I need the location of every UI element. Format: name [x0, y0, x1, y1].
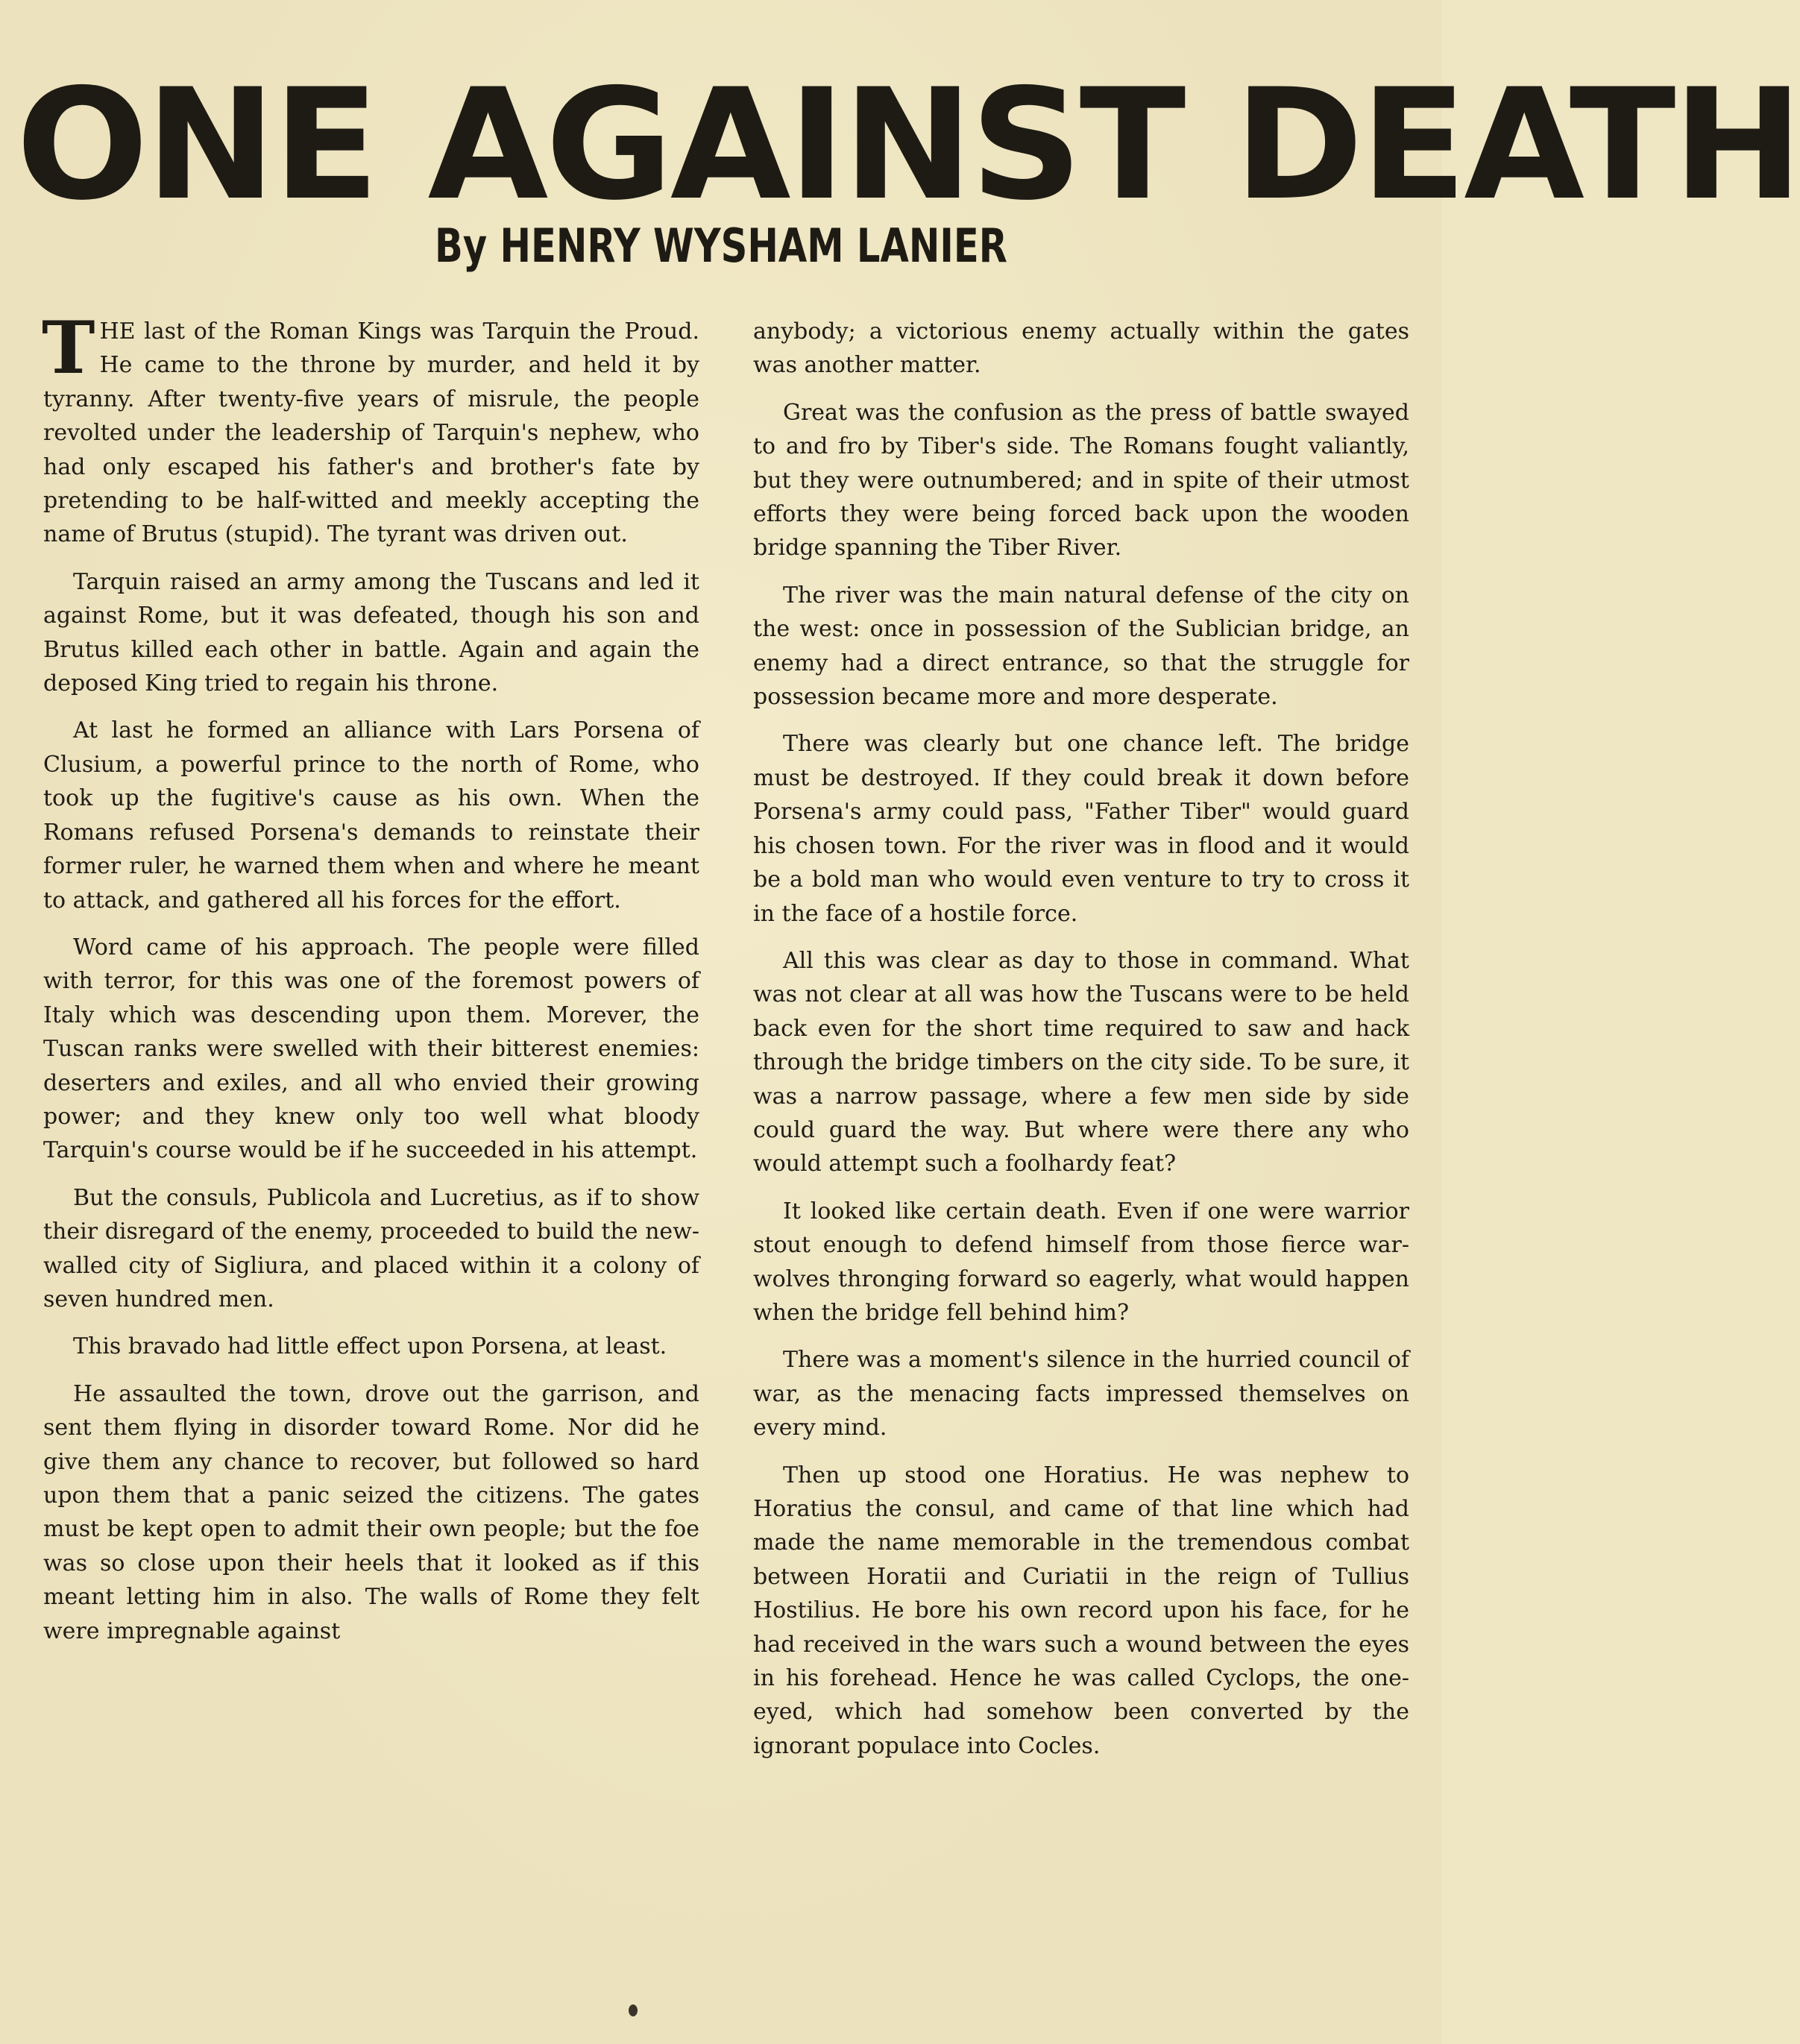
paragraph: This bravado had little effect upon Porsena, at least. — [73, 1333, 667, 1360]
page-folio-dot — [629, 2004, 638, 2016]
paragraph: Then up stood one Horatius. He was nephew to Horatius the consul, and came of that line which had made the name memorable in the tremendous combat between Horatii and Curiatii in the reign of Tullius Hostilius. He bore his own record upon his face, for he had received in the wars such a wound between the eyes in his forehead. Hence he was called Cyclops, the one-eyed, which had somehow been converted by the ignorant populace into Cocles. — [753, 1462, 1409, 1759]
paragraph: Word came of his approach. The people were filled with terror, for this was one of the foremost powers of Italy which was descending upon them. Morever, the Tuscan ranks were swelled with their bitterest enemies: deserters and exiles, and all who envied their growing power; and they knew only too well what bloody Tarquin's course would be if he succeeded in his attempt. — [43, 934, 699, 1164]
paragraph: Great was the confusion as the press of battle swayed to and fro by Tiber's side. The Romans fought valiantly, but they were outnumbered; and in spite of their utmost efforts they were being forced back upon the wooden bridge spanning the Tiber River. — [753, 399, 1409, 562]
paragraph: It looked like certain death. Even if one were warrior stout enough to defend himself from those fierce war-wolves thronging forward so eagerly, what would happen when the bridge fell behind him? — [753, 1198, 1409, 1326]
left-column — [42, 306, 699, 1970]
article-title: ONE AGAINST DEATH — [16, 57, 1800, 234]
paragraph: There was a moment's silence in the hurried council of war, as the menacing facts impressed themselves on every mind. — [753, 1347, 1409, 1441]
paragraph: But the consuls, Publicola and Lucretius, as if to show their disregard of the enemy, proceeded to build the new-walled city of Sigliura, and placed within it a colony of seven hundred men. — [43, 1184, 699, 1312]
author-byline: By HENRY WYSHAM LANIER — [435, 218, 1007, 273]
paragraph: At last he formed an alliance with Lars Porsena of Clusium, a powerful prince to the north of Rome, who took up the fugitive's cause as his own. When the Romans refused Porsena's demands to reinstate their former ruler, he warned them when and where he meant to attack, and gathered all his forces for the effort. — [43, 717, 699, 913]
paragraph-text: last of the Roman Kings was Tarquin the Proud. He came to the throne by murder, and held it by tyranny. After twenty-five years of misrule, the people revolted under the leadership of Tarquin's nephew, who had only escaped his father's and brother's fate by pretending to be half-witted and meekly accepting the name of Brutus (stupid). The tyrant was driven out. — [43, 318, 699, 548]
lead-word: HE — [99, 318, 136, 345]
paragraph: anybody; a victorious enemy actually within the gates was another matter. — [753, 318, 1409, 379]
paragraph: The river was the main natural defense of the city on the west: once in possession of the Sublician bridge, an enemy had a direct entrance, so that the struggle for possession became more and more desperate. — [753, 582, 1409, 711]
paragraph — [42, 306, 699, 552]
paragraph: There was clearly but one chance left. The bridge must be destroyed. If they could break it down before Porsena's army could pass, "Father Tiber" would guard his chosen town. For the river was in flood and it would be a bold man who would even venture to try to cross it in the face of a hostile force. — [753, 731, 1409, 927]
paragraph: He assaulted the town, drove out the garrison, and sent them flying in disorder toward Rome. Nor did he give them any chance to recover, but followed so hard upon them that a panic seized the citizens. The gates must be kept open to admit their own people; but the foe was so close upon their heels that it looked as if this meant letting him in also. The walls of Rome they felt were impregnable against — [43, 1380, 699, 1644]
paragraph: All this was clear as day to those in command. What was not clear at all was how the Tuscans were to be held back even for the short time required to saw and hack through the bridge timbers on the city side. To be sure, it was a narrow passage, where a few men side by side could guard the way. But where were there any who would attempt such a foolhardy feat? — [753, 947, 1409, 1177]
paragraph: Tarquin raised an army among the Tuscans and led it against Rome, but it was defeated, though his son and Brutus killed each other in battle. Again and again the deposed King tried to regain his throne. — [43, 568, 699, 697]
right-column — [753, 315, 1409, 1970]
drop-cap: T — [42, 306, 95, 390]
